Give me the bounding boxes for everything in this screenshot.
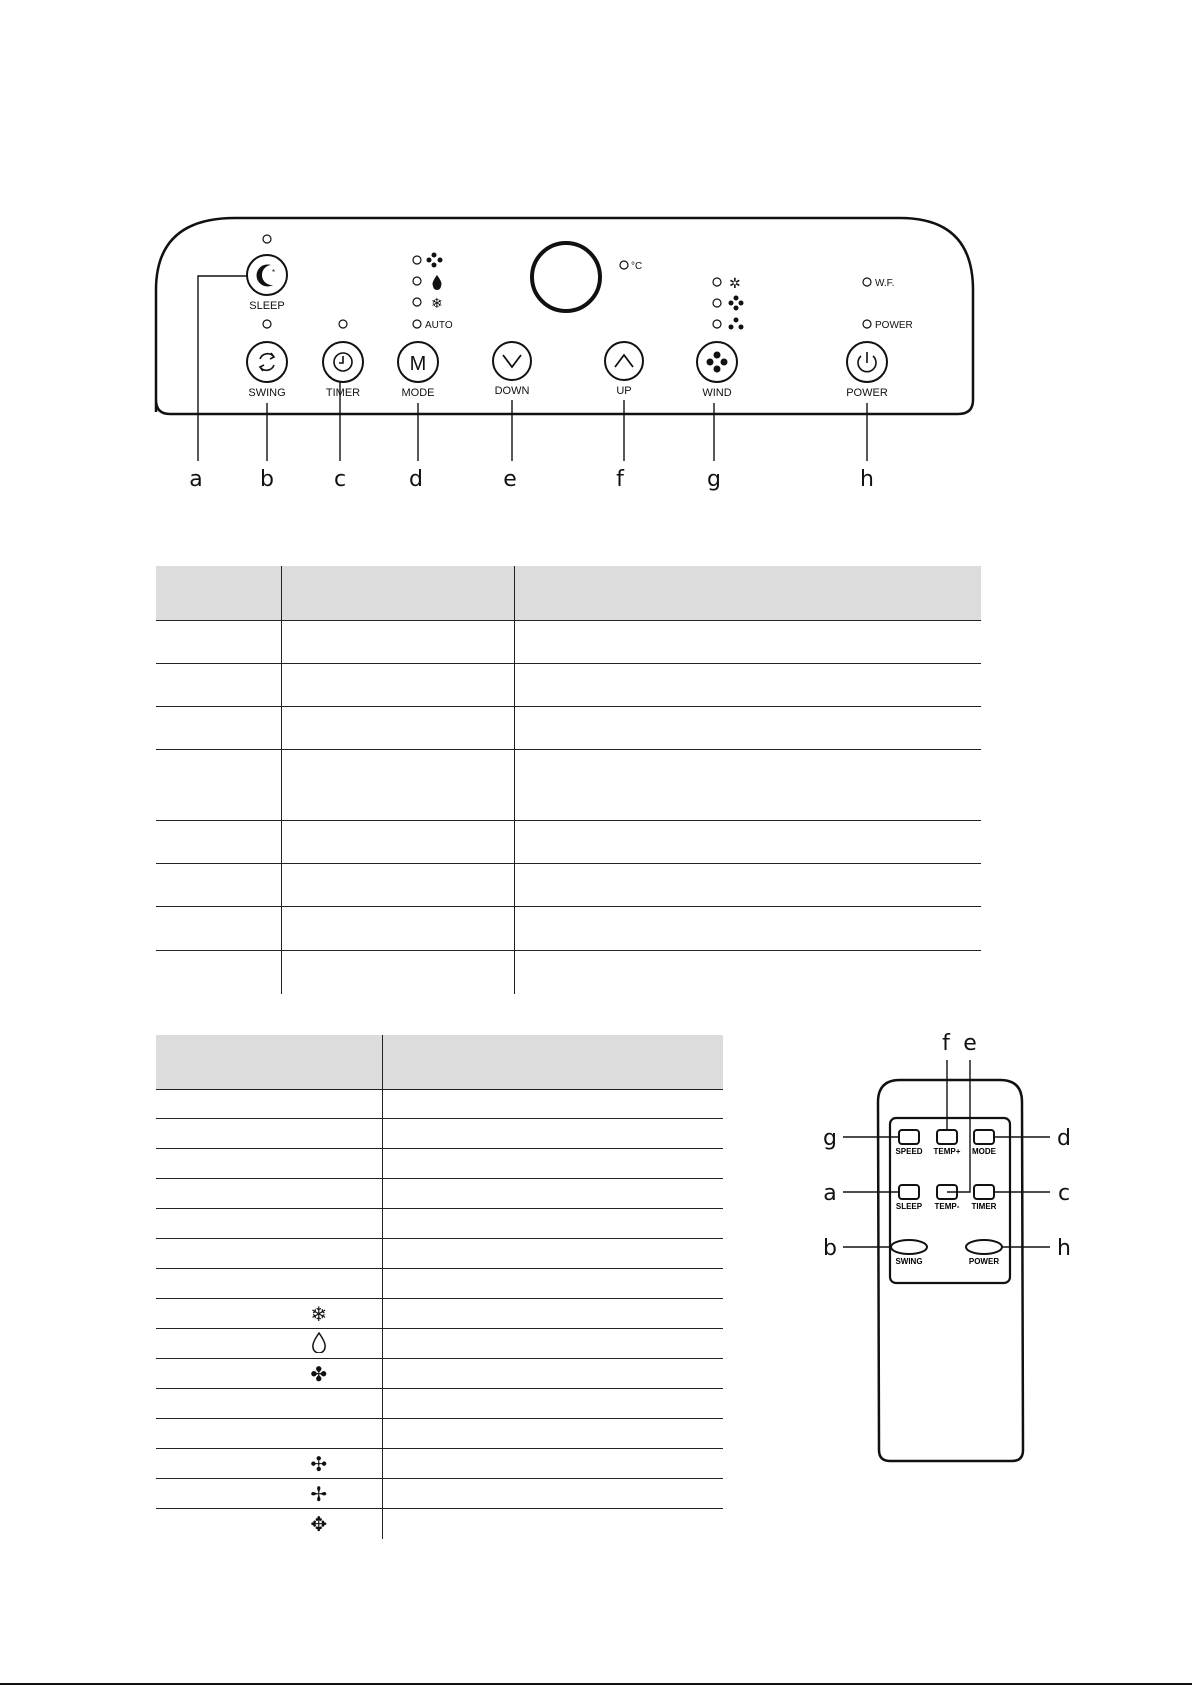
table-row xyxy=(156,907,981,951)
svg-text:*: * xyxy=(272,268,276,277)
table-row xyxy=(156,621,981,664)
timer-led xyxy=(339,320,347,328)
power-led-label: POWER xyxy=(875,320,913,331)
remote-temp-minus-label: TEMP- xyxy=(934,1202,960,1211)
remote-callout-d: d xyxy=(1057,1126,1071,1151)
remote-mode-button[interactable] xyxy=(974,1130,994,1144)
remote-callout-a: a xyxy=(823,1181,837,1206)
power-led xyxy=(863,320,871,328)
table-row xyxy=(156,1389,723,1419)
callout-h: h xyxy=(860,467,874,492)
snowflake-icon: ❄ xyxy=(431,295,443,311)
up-button[interactable] xyxy=(605,342,643,380)
table-row xyxy=(156,1329,723,1359)
mode-cool-led xyxy=(413,298,421,306)
table-header xyxy=(156,1035,723,1090)
remote-temp-plus-label: TEMP+ xyxy=(933,1147,961,1156)
callout-g: g xyxy=(707,467,721,492)
table-row xyxy=(156,1359,723,1389)
table-row xyxy=(156,664,981,707)
temperature-display xyxy=(532,243,600,311)
table-row xyxy=(156,1479,723,1509)
table-row xyxy=(156,1299,723,1329)
down-label: DOWN xyxy=(494,385,530,397)
control-panel-diagram xyxy=(0,0,1192,500)
snowflake-icon: ❄ xyxy=(310,1301,328,1326)
fan-high-icon: ✣ xyxy=(310,1451,328,1476)
mode-auto-led xyxy=(413,320,421,328)
callout-line-a xyxy=(198,276,247,461)
remote-swing-button[interactable] xyxy=(891,1240,927,1254)
remote-callout-g: g xyxy=(823,1126,837,1151)
remote-speed-button[interactable] xyxy=(899,1130,919,1144)
callout-f: f xyxy=(616,467,624,492)
table-row xyxy=(156,951,981,994)
fan-low-icon xyxy=(729,318,744,330)
remote-sleep-label: SLEEP xyxy=(895,1202,923,1211)
remote-control-diagram xyxy=(800,1020,1120,1470)
remote-power-label: POWER xyxy=(968,1257,1000,1266)
buttons-table xyxy=(156,566,981,994)
callout-d: d xyxy=(409,467,423,492)
remote-temp-plus-button[interactable] xyxy=(937,1130,957,1144)
table-row xyxy=(156,707,981,750)
remote-callout-e: e xyxy=(963,1031,977,1056)
table-row xyxy=(156,821,981,864)
drop-icon xyxy=(433,275,442,290)
remote-swing-label: SWING xyxy=(895,1257,923,1266)
table-row xyxy=(156,1119,723,1149)
fan-icon: ✤ xyxy=(310,1361,328,1386)
table-row xyxy=(156,1419,723,1449)
table-row xyxy=(156,1149,723,1179)
table-row xyxy=(156,1449,723,1479)
table-row xyxy=(156,750,981,821)
power-label: POWER xyxy=(846,387,888,399)
sleep-led xyxy=(263,235,271,243)
table-row xyxy=(156,1269,723,1299)
remote-timer-button[interactable] xyxy=(974,1185,994,1199)
callout-c: c xyxy=(333,467,347,492)
wind-low-led xyxy=(713,320,721,328)
remote-timer-label: TIMER xyxy=(971,1202,997,1211)
auto-label: AUTO xyxy=(425,320,453,331)
wind-button[interactable] xyxy=(697,342,737,382)
swing-led xyxy=(263,320,271,328)
swing-button[interactable] xyxy=(247,342,287,382)
table-row xyxy=(156,1090,723,1119)
remote-power-button[interactable] xyxy=(966,1240,1002,1254)
remote-sleep-button[interactable] xyxy=(899,1185,919,1199)
remote-callout-c: c xyxy=(1057,1181,1071,1206)
table-row xyxy=(156,1239,723,1269)
swing-label: SWING xyxy=(248,387,286,399)
sleep-label: SLEEP xyxy=(249,300,285,312)
mode-fan-led xyxy=(413,256,421,264)
remote-speed-label: SPEED xyxy=(895,1147,923,1156)
fan-high-icon: ✲ xyxy=(729,275,741,291)
remote-callout-f: f xyxy=(942,1031,950,1056)
timer-label: TIMER xyxy=(325,387,361,399)
fan-low-icon: ✥ xyxy=(310,1511,328,1536)
mode-dry-led xyxy=(413,277,421,285)
sleep-button[interactable] xyxy=(247,255,287,295)
remote-mode-label: MODE xyxy=(972,1147,996,1156)
indicators-table xyxy=(156,1035,723,1539)
celsius-label: °C xyxy=(631,261,643,272)
fan-mode-icon xyxy=(427,253,443,268)
m-icon: M xyxy=(409,353,427,375)
wind-label: WIND xyxy=(702,387,732,399)
table-row xyxy=(156,1179,723,1209)
remote-callout-b: b xyxy=(823,1236,837,1261)
celsius-led xyxy=(620,261,628,269)
table-header xyxy=(156,566,981,621)
table-row xyxy=(156,1209,723,1239)
down-button[interactable] xyxy=(493,342,531,380)
mode-label: MODE xyxy=(401,387,435,399)
callout-e: e xyxy=(503,467,517,492)
callout-a: a xyxy=(189,467,203,492)
callout-b: b xyxy=(260,467,274,492)
up-label: UP xyxy=(616,385,632,397)
wind-medium-led xyxy=(713,299,721,307)
wind-high-led xyxy=(713,278,721,286)
fan-medium-icon xyxy=(729,296,744,311)
wf-label: W.F. xyxy=(875,278,895,289)
remote-callout-h: h xyxy=(1057,1236,1071,1261)
wf-led xyxy=(863,278,871,286)
water-drop-icon xyxy=(310,1331,328,1353)
fan-medium-icon: ✢ xyxy=(310,1481,328,1506)
table-row xyxy=(156,1509,723,1539)
table-row xyxy=(156,864,981,907)
